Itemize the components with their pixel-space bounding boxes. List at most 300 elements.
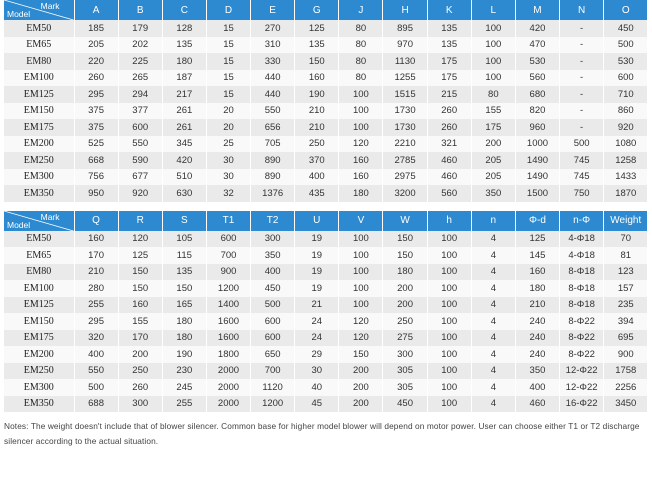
model-cell: EM250 (4, 152, 74, 169)
value-cell: 120 (339, 330, 383, 347)
value-cell: 2975 (383, 169, 427, 186)
table-row (4, 53, 648, 70)
column-header: H (383, 0, 427, 20)
value-cell: 1255 (383, 70, 427, 87)
table-row (4, 136, 648, 153)
value-cell: 180 (162, 53, 206, 70)
value-cell: 400 (295, 169, 339, 186)
value-cell: 180 (162, 330, 206, 347)
value-cell: 2785 (383, 152, 427, 169)
value-cell: 500 (251, 297, 295, 314)
model-cell: EM100 (4, 280, 74, 297)
value-cell: 16-Φ22 (560, 396, 604, 413)
value-cell: 80 (339, 20, 383, 37)
value-cell: 4 (471, 379, 515, 396)
value-cell: 170 (74, 247, 118, 264)
value-cell: 280 (74, 280, 118, 297)
column-header: J (339, 0, 383, 20)
value-cell: 1730 (383, 103, 427, 120)
value-cell: 200 (339, 379, 383, 396)
value-cell: 2000 (206, 396, 250, 413)
column-header: E (251, 0, 295, 20)
value-cell: 1730 (383, 119, 427, 136)
table-corner-cell (4, 211, 74, 231)
value-cell: 12-Φ22 (560, 363, 604, 380)
column-header: n-Φ (560, 211, 604, 231)
value-cell: 187 (162, 70, 206, 87)
value-cell: 960 (515, 119, 559, 136)
value-cell: 24 (295, 330, 339, 347)
value-cell: 202 (118, 37, 162, 54)
column-header: n (471, 211, 515, 231)
value-cell: 2210 (383, 136, 427, 153)
value-cell: 115 (162, 247, 206, 264)
value-cell: 375 (74, 103, 118, 120)
value-cell: 175 (471, 119, 515, 136)
table-row (4, 185, 648, 202)
table-row (4, 297, 648, 314)
value-cell: 600 (604, 70, 648, 87)
value-cell: 1500 (515, 185, 559, 202)
value-cell: 460 (427, 169, 471, 186)
value-cell: 123 (604, 264, 648, 281)
value-cell: 15 (206, 37, 250, 54)
model-cell: EM175 (4, 330, 74, 347)
model-cell: EM300 (4, 379, 74, 396)
value-cell: 900 (206, 264, 250, 281)
value-cell: 895 (383, 20, 427, 37)
value-cell: 240 (515, 313, 559, 330)
value-cell: 100 (471, 70, 515, 87)
value-cell: 100 (427, 396, 471, 413)
connections-weight-table (4, 211, 648, 413)
value-cell: 19 (295, 280, 339, 297)
column-header: Weight (604, 211, 648, 231)
value-cell: 215 (427, 86, 471, 103)
value-cell: - (560, 103, 604, 120)
value-cell: 700 (251, 363, 295, 380)
value-cell: 500 (560, 136, 604, 153)
value-cell: 460 (427, 152, 471, 169)
value-cell: 668 (74, 152, 118, 169)
column-header: N (560, 0, 604, 20)
value-cell: 30 (206, 152, 250, 169)
value-cell: 179 (118, 20, 162, 37)
value-cell: 440 (251, 70, 295, 87)
value-cell: 125 (118, 247, 162, 264)
model-cell: EM150 (4, 313, 74, 330)
value-cell: 160 (118, 297, 162, 314)
value-cell: 700 (206, 247, 250, 264)
model-cell: EM80 (4, 53, 74, 70)
table-row (4, 264, 648, 281)
value-cell: 175 (427, 70, 471, 87)
model-cell: EM65 (4, 247, 74, 264)
value-cell: 180 (383, 264, 427, 281)
value-cell: 530 (604, 53, 648, 70)
value-cell: 500 (604, 37, 648, 54)
model-cell: EM175 (4, 119, 74, 136)
value-cell: 240 (515, 346, 559, 363)
value-cell: 80 (339, 70, 383, 87)
value-cell: 470 (515, 37, 559, 54)
table-row (4, 330, 648, 347)
value-cell: 135 (427, 20, 471, 37)
value-cell: 1080 (604, 136, 648, 153)
value-cell: 100 (427, 297, 471, 314)
column-header: M (515, 0, 559, 20)
column-header: S (162, 211, 206, 231)
table-row (4, 346, 648, 363)
value-cell: 160 (339, 152, 383, 169)
connections-weight-table-body (4, 231, 648, 413)
value-cell: 4 (471, 297, 515, 314)
value-cell: 261 (162, 119, 206, 136)
value-cell: 160 (74, 231, 118, 248)
dimensions-table-header (4, 0, 648, 20)
value-cell: 4 (471, 231, 515, 248)
value-cell: 440 (251, 86, 295, 103)
table-row (4, 169, 648, 186)
value-cell: 550 (251, 103, 295, 120)
value-cell: 80 (471, 86, 515, 103)
value-cell: 150 (118, 264, 162, 281)
value-cell: 125 (515, 231, 559, 248)
value-cell: 12-Φ22 (560, 379, 604, 396)
value-cell: 550 (74, 363, 118, 380)
value-cell: 255 (74, 297, 118, 314)
value-cell: 400 (515, 379, 559, 396)
value-cell: 100 (339, 264, 383, 281)
value-cell: 157 (604, 280, 648, 297)
value-cell: 1120 (251, 379, 295, 396)
value-cell: 100 (339, 231, 383, 248)
value-cell: 150 (162, 280, 206, 297)
value-cell: 4 (471, 346, 515, 363)
value-cell: 15 (206, 20, 250, 37)
value-cell: 170 (118, 330, 162, 347)
value-cell: 1515 (383, 86, 427, 103)
value-cell: 300 (118, 396, 162, 413)
value-cell: 680 (515, 86, 559, 103)
value-cell: 120 (118, 231, 162, 248)
model-cell: EM125 (4, 86, 74, 103)
column-header: Q (74, 211, 118, 231)
value-cell: 15 (206, 86, 250, 103)
value-cell: 261 (162, 103, 206, 120)
value-cell: 220 (74, 53, 118, 70)
value-cell: 255 (162, 396, 206, 413)
corner-mark-label: Mark (40, 1, 60, 11)
value-cell: 677 (118, 169, 162, 186)
value-cell: 8-Φ18 (560, 280, 604, 297)
table-row (4, 119, 648, 136)
value-cell: 160 (339, 169, 383, 186)
value-cell: 630 (162, 185, 206, 202)
dimensions-table (4, 0, 648, 202)
value-cell: 1870 (604, 185, 648, 202)
model-cell: EM100 (4, 70, 74, 87)
value-cell: 970 (383, 37, 427, 54)
connections-weight-table-header (4, 211, 648, 231)
value-cell: 217 (162, 86, 206, 103)
value-cell: 275 (383, 330, 427, 347)
table-row (4, 103, 648, 120)
value-cell: 600 (118, 119, 162, 136)
value-cell: 4 (471, 330, 515, 347)
model-cell: EM50 (4, 231, 74, 248)
model-cell: EM80 (4, 264, 74, 281)
value-cell: 100 (427, 280, 471, 297)
value-cell: 8-Φ22 (560, 313, 604, 330)
value-cell: 135 (162, 264, 206, 281)
value-cell: 205 (471, 152, 515, 169)
value-cell: 100 (427, 379, 471, 396)
corner-mark-label: Mark (40, 211, 60, 222)
value-cell: 100 (339, 119, 383, 136)
value-cell: 260 (427, 103, 471, 120)
value-cell: 525 (74, 136, 118, 153)
value-cell: 100 (427, 346, 471, 363)
value-cell: 180 (339, 185, 383, 202)
value-cell: 1490 (515, 169, 559, 186)
value-cell: 155 (471, 103, 515, 120)
value-cell: 100 (339, 297, 383, 314)
value-cell: 100 (427, 313, 471, 330)
value-cell: 100 (339, 280, 383, 297)
value-cell: 1376 (251, 185, 295, 202)
value-cell: 8-Φ18 (560, 264, 604, 281)
value-cell: 890 (251, 169, 295, 186)
value-cell: 30 (206, 169, 250, 186)
value-cell: 375 (74, 119, 118, 136)
value-cell: 205 (74, 37, 118, 54)
value-cell: 860 (604, 103, 648, 120)
value-cell: 1800 (206, 346, 250, 363)
column-header: K (427, 0, 471, 20)
value-cell: 345 (162, 136, 206, 153)
model-cell: EM350 (4, 396, 74, 413)
value-cell: 1000 (515, 136, 559, 153)
value-cell: 8-Φ22 (560, 346, 604, 363)
value-cell: 320 (74, 330, 118, 347)
value-cell: 695 (604, 330, 648, 347)
value-cell: 21 (295, 297, 339, 314)
value-cell: 560 (427, 185, 471, 202)
value-cell: 450 (251, 280, 295, 297)
column-header: D (206, 0, 250, 20)
value-cell: 100 (427, 363, 471, 380)
value-cell: 100 (471, 37, 515, 54)
column-header: V (339, 211, 383, 231)
value-cell: 190 (295, 86, 339, 103)
value-cell: 210 (295, 103, 339, 120)
value-cell: 200 (118, 346, 162, 363)
value-cell: 1130 (383, 53, 427, 70)
column-header: R (118, 211, 162, 231)
dimensions-table-body (4, 20, 648, 202)
value-cell: 200 (339, 396, 383, 413)
table-row (4, 363, 648, 380)
value-cell: 100 (471, 53, 515, 70)
value-cell: 550 (118, 136, 162, 153)
model-cell: EM200 (4, 346, 74, 363)
table-row (4, 231, 648, 248)
value-cell: 165 (162, 297, 206, 314)
model-cell: EM350 (4, 185, 74, 202)
table-row (4, 70, 648, 87)
value-cell: 245 (162, 379, 206, 396)
column-header: L (471, 0, 515, 20)
table-row (4, 396, 648, 413)
value-cell: 600 (251, 330, 295, 347)
value-cell: 19 (295, 247, 339, 264)
value-cell: 530 (515, 53, 559, 70)
value-cell: 295 (74, 313, 118, 330)
model-cell: EM50 (4, 20, 74, 37)
value-cell: 100 (339, 86, 383, 103)
value-cell: 100 (427, 330, 471, 347)
value-cell: - (560, 119, 604, 136)
value-cell: 294 (118, 86, 162, 103)
value-cell: 600 (206, 231, 250, 248)
value-cell: 650 (251, 346, 295, 363)
value-cell: 4 (471, 313, 515, 330)
value-cell: 265 (118, 70, 162, 87)
value-cell: 3450 (604, 396, 648, 413)
value-cell: 155 (118, 313, 162, 330)
value-cell: 200 (383, 297, 427, 314)
value-cell: 1758 (604, 363, 648, 380)
value-cell: 510 (162, 169, 206, 186)
value-cell: 175 (427, 53, 471, 70)
table-row (4, 86, 648, 103)
value-cell: 370 (295, 152, 339, 169)
value-cell: 200 (339, 363, 383, 380)
column-header: U (295, 211, 339, 231)
value-cell: 300 (383, 346, 427, 363)
value-cell: 890 (251, 152, 295, 169)
value-cell: 32 (206, 185, 250, 202)
value-cell: 24 (295, 313, 339, 330)
table-row (4, 247, 648, 264)
value-cell: 260 (427, 119, 471, 136)
model-cell: EM150 (4, 103, 74, 120)
value-cell: 160 (515, 264, 559, 281)
value-cell: 150 (383, 231, 427, 248)
value-cell: 210 (74, 264, 118, 281)
value-cell: 920 (604, 119, 648, 136)
value-cell: 128 (162, 20, 206, 37)
value-cell: 310 (251, 37, 295, 54)
value-cell: 377 (118, 103, 162, 120)
value-cell: 135 (162, 37, 206, 54)
column-header: T1 (206, 211, 250, 231)
value-cell: 600 (251, 313, 295, 330)
value-cell: 590 (118, 152, 162, 169)
value-cell: 105 (162, 231, 206, 248)
model-cell: EM125 (4, 297, 74, 314)
value-cell: 250 (118, 363, 162, 380)
value-cell: 80 (339, 53, 383, 70)
value-cell: 70 (604, 231, 648, 248)
value-cell: 100 (339, 247, 383, 264)
value-cell: 135 (295, 37, 339, 54)
value-cell: 180 (162, 313, 206, 330)
value-cell: 81 (604, 247, 648, 264)
value-cell: 500 (74, 379, 118, 396)
value-cell: 250 (383, 313, 427, 330)
value-cell: 2000 (206, 379, 250, 396)
value-cell: 295 (74, 86, 118, 103)
value-cell: 656 (251, 119, 295, 136)
value-cell: 4 (471, 247, 515, 264)
value-cell: 321 (427, 136, 471, 153)
value-cell: 29 (295, 346, 339, 363)
model-cell: EM250 (4, 363, 74, 380)
value-cell: 150 (295, 53, 339, 70)
value-cell: 1433 (604, 169, 648, 186)
value-cell: 450 (383, 396, 427, 413)
value-cell: 260 (118, 379, 162, 396)
column-header: C (162, 0, 206, 20)
value-cell: 435 (295, 185, 339, 202)
value-cell: 1490 (515, 152, 559, 169)
value-cell: 394 (604, 313, 648, 330)
value-cell: 15 (206, 70, 250, 87)
value-cell: 160 (295, 70, 339, 87)
value-cell: 100 (339, 103, 383, 120)
value-cell: 30 (295, 363, 339, 380)
value-cell: 235 (604, 297, 648, 314)
value-cell: 4-Φ18 (560, 247, 604, 264)
value-cell: 15 (206, 53, 250, 70)
value-cell: 180 (515, 280, 559, 297)
value-cell: 210 (295, 119, 339, 136)
value-cell: - (560, 37, 604, 54)
value-cell: 688 (74, 396, 118, 413)
value-cell: 420 (515, 20, 559, 37)
value-cell: 950 (74, 185, 118, 202)
value-cell: 200 (471, 136, 515, 153)
column-header: Φ-d (515, 211, 559, 231)
value-cell: 1200 (206, 280, 250, 297)
table-row (4, 313, 648, 330)
value-cell: 2256 (604, 379, 648, 396)
value-cell: 120 (339, 313, 383, 330)
value-cell: 350 (251, 247, 295, 264)
value-cell: 240 (515, 330, 559, 347)
value-cell: 19 (295, 231, 339, 248)
value-cell: 560 (515, 70, 559, 87)
value-cell: - (560, 86, 604, 103)
value-cell: 20 (206, 103, 250, 120)
column-header: h (427, 211, 471, 231)
table-row (4, 280, 648, 297)
model-cell: EM300 (4, 169, 74, 186)
corner-model-label: Model (7, 219, 31, 230)
value-cell: 460 (515, 396, 559, 413)
value-cell: 100 (427, 247, 471, 264)
value-cell: 2000 (206, 363, 250, 380)
model-cell: EM200 (4, 136, 74, 153)
value-cell: 225 (118, 53, 162, 70)
column-header: O (604, 0, 648, 20)
value-cell: 270 (251, 20, 295, 37)
value-cell: 19 (295, 264, 339, 281)
column-header: T2 (251, 211, 295, 231)
column-header: A (74, 0, 118, 20)
